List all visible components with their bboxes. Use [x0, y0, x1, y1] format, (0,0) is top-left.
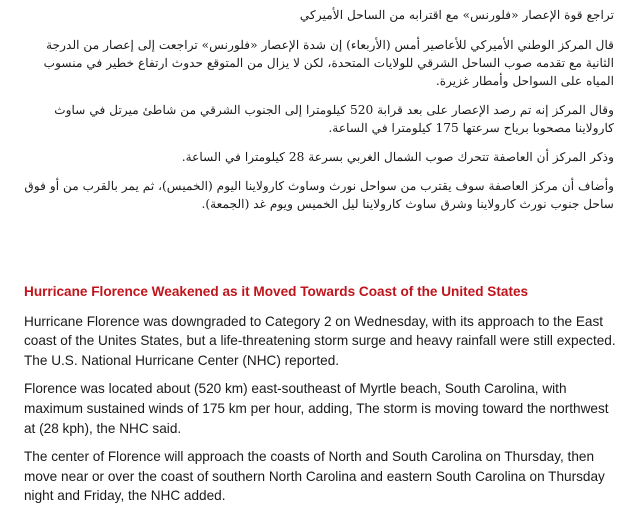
english-paragraph-1: Hurricane Florence was downgraded to Category 2 on Wednesday, with its approach to the East coast of the Unites States, but a life-threatening storm surge and heavy rainfall were still expected. The U.S. National Hurricane Center (NHC) reported.	[24, 313, 616, 368]
english-paragraph-2: Florence was located about (520 km) east-southeast of Myrtle beach, South Carolina, with maximum sustained winds of 175 km per hour, adding, The storm is moving toward the northwest at (28 kph), the NHC said.	[24, 381, 609, 436]
arabic-paragraph-1: قال المركز الوطني الأميركي للأعاصير أمس (الأربعاء) إن شدة الإعصار «فلورنس» تراجعت إلى إعصار من الدرجة الثانية مع تقدمه صوب الساحل الشرقي للولايات المتحدة، لكن لا يزال من المتوقع حدوث ارتفاع خطير في منسوب المياه على السواحل وأمطار غزيرة.	[43, 38, 614, 88]
english-paragraph-3: The center of Florence will approach the coasts of North and South Carolina on Thursday, then move near or over the coast of southern North Carolina and eastern South Carolina on Thursday night and Friday, the NHC added.	[24, 449, 605, 504]
arabic-paragraph-2: وقال المركز إنه تم رصد الإعصار على بعد قرابة 520 كيلومترا إلى الجنوب الشرقي من شاطئ ميرتل في ساوث كارولاينا مصحوبا برياح سرعتها 175 كيلومترا في الساعة.	[54, 103, 614, 135]
english-article	[24, 282, 616, 515]
english-title: Hurricane Florence Weakened as it Moved Towards Coast of the United States	[24, 284, 529, 299]
arabic-article	[18, 6, 614, 224]
arabic-paragraph-4: وأضاف أن مركز العاصفة سوف يقترب من سواحل نورث وساوث كارولاينا اليوم (الخميس)، ثم يمر بالقرب من أو فوق ساحل جنوب نورث كارولاينا وشرق ساوث كارولاينا ليل الخميس ويوم غد (الجمعة).	[24, 179, 614, 211]
arabic-paragraph-3: وذكر المركز أن العاصفة تتحرك صوب الشمال الغربي بسرعة 28 كيلومترا في الساعة.	[181, 150, 614, 164]
arabic-title: تراجع قوة الإعصار «فلورنس» مع اقترابه من الساحل الأميركي	[299, 8, 614, 22]
